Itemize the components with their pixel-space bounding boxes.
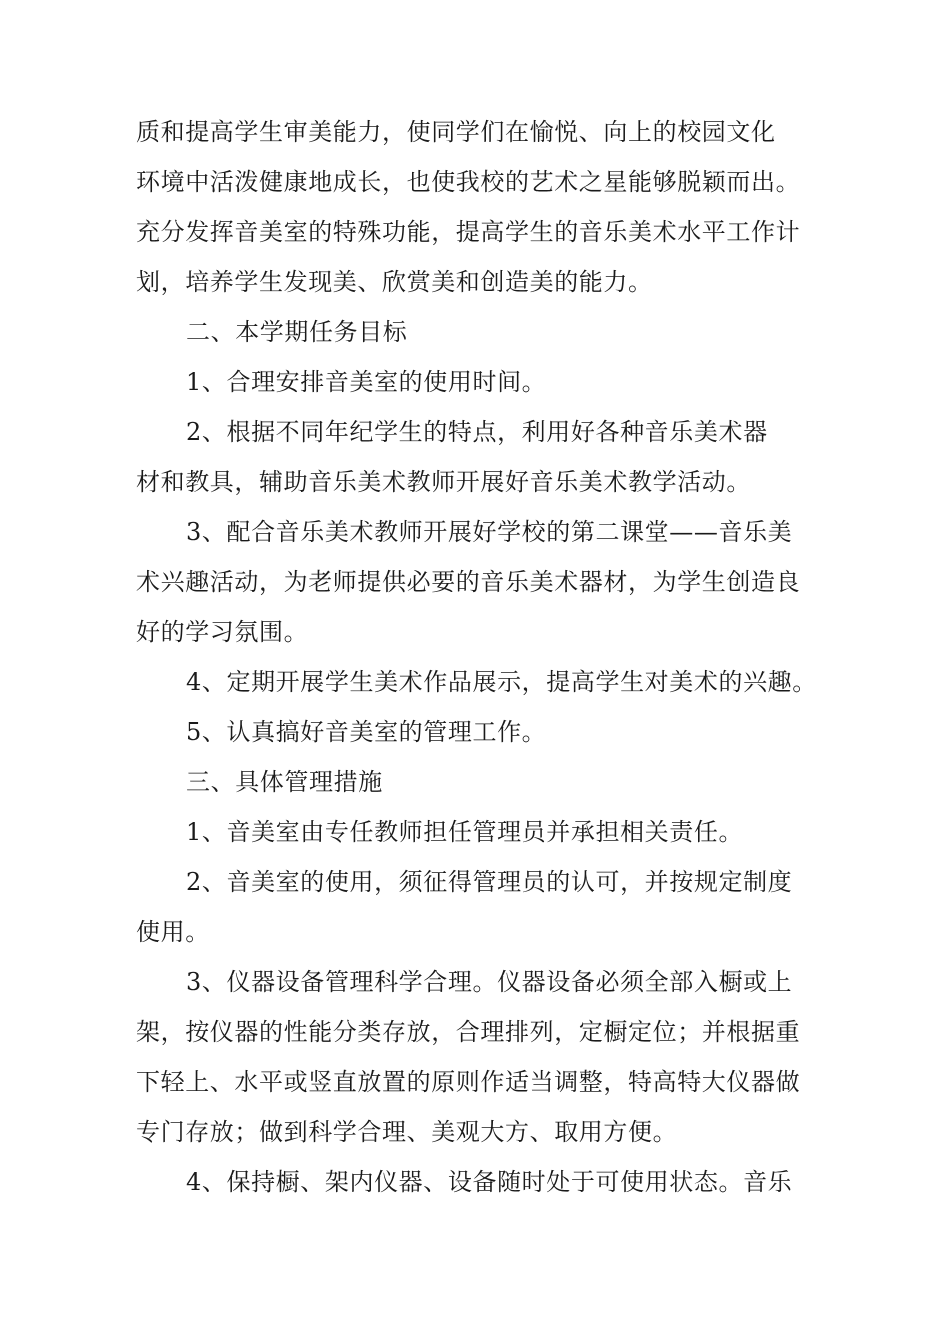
text-line: 术兴趣活动，为老师提供必要的音乐美术器材，为学生创造良 [136,568,801,596]
text-line: 2、音美室的使用，须征得管理员的认可，并按规定制度 [186,868,793,896]
text-line: 3、仪器设备管理科学合理。仪器设备必须全部入橱或上 [186,968,793,996]
text-line: 专门存放；做到科学合理、美观大方、取用方便。 [136,1118,678,1146]
text-line: 充分发挥音美室的特殊功能，提高学生的音乐美术水平工作计 [136,218,801,246]
text-line: 3、配合音乐美术教师开展好学校的第二课堂——音乐美 [186,518,793,546]
text-line: 材和教具，辅助音乐美术教师开展好音乐美术教学活动。 [136,468,751,496]
text-line: 下轻上、水平或竖直放置的原则作适当调整，特高特大仪器做 [136,1068,801,1096]
text-line: 划，培养学生发现美、欣赏美和创造美的能力。 [136,268,653,296]
text-line: 使用。 [136,918,210,946]
text-line: 1、合理安排音美室的使用时间。 [186,368,547,396]
text-line: 5、认真搞好音美室的管理工作。 [186,718,547,746]
text-line: 环境中活泼健康地成长，也使我校的艺术之星能够脱颖而出。 [136,168,801,196]
text-line: 质和提高学生审美能力，使同学们在愉悦、向上的校园文化 [136,118,776,146]
text-line: 2、根据不同年纪学生的特点，利用好各种音乐美术器 [186,418,768,446]
text-line: 1、音美室由专任教师担任管理员并承担相关责任。 [186,818,744,846]
text-line: 架，按仪器的性能分类存放，合理排列，定橱定位；并根据重 [136,1018,801,1046]
text-line: 4、定期开展学生美术作品展示，提高学生对美术的兴趣。 [186,668,817,696]
text-line: 4、保持橱、架内仪器、设备随时处于可使用状态。音乐 [186,1168,793,1196]
text-line: 好的学习氛围。 [136,618,309,646]
section-heading: 三、具体管理措施 [186,768,383,796]
section-heading: 二、本学期任务目标 [186,318,408,346]
